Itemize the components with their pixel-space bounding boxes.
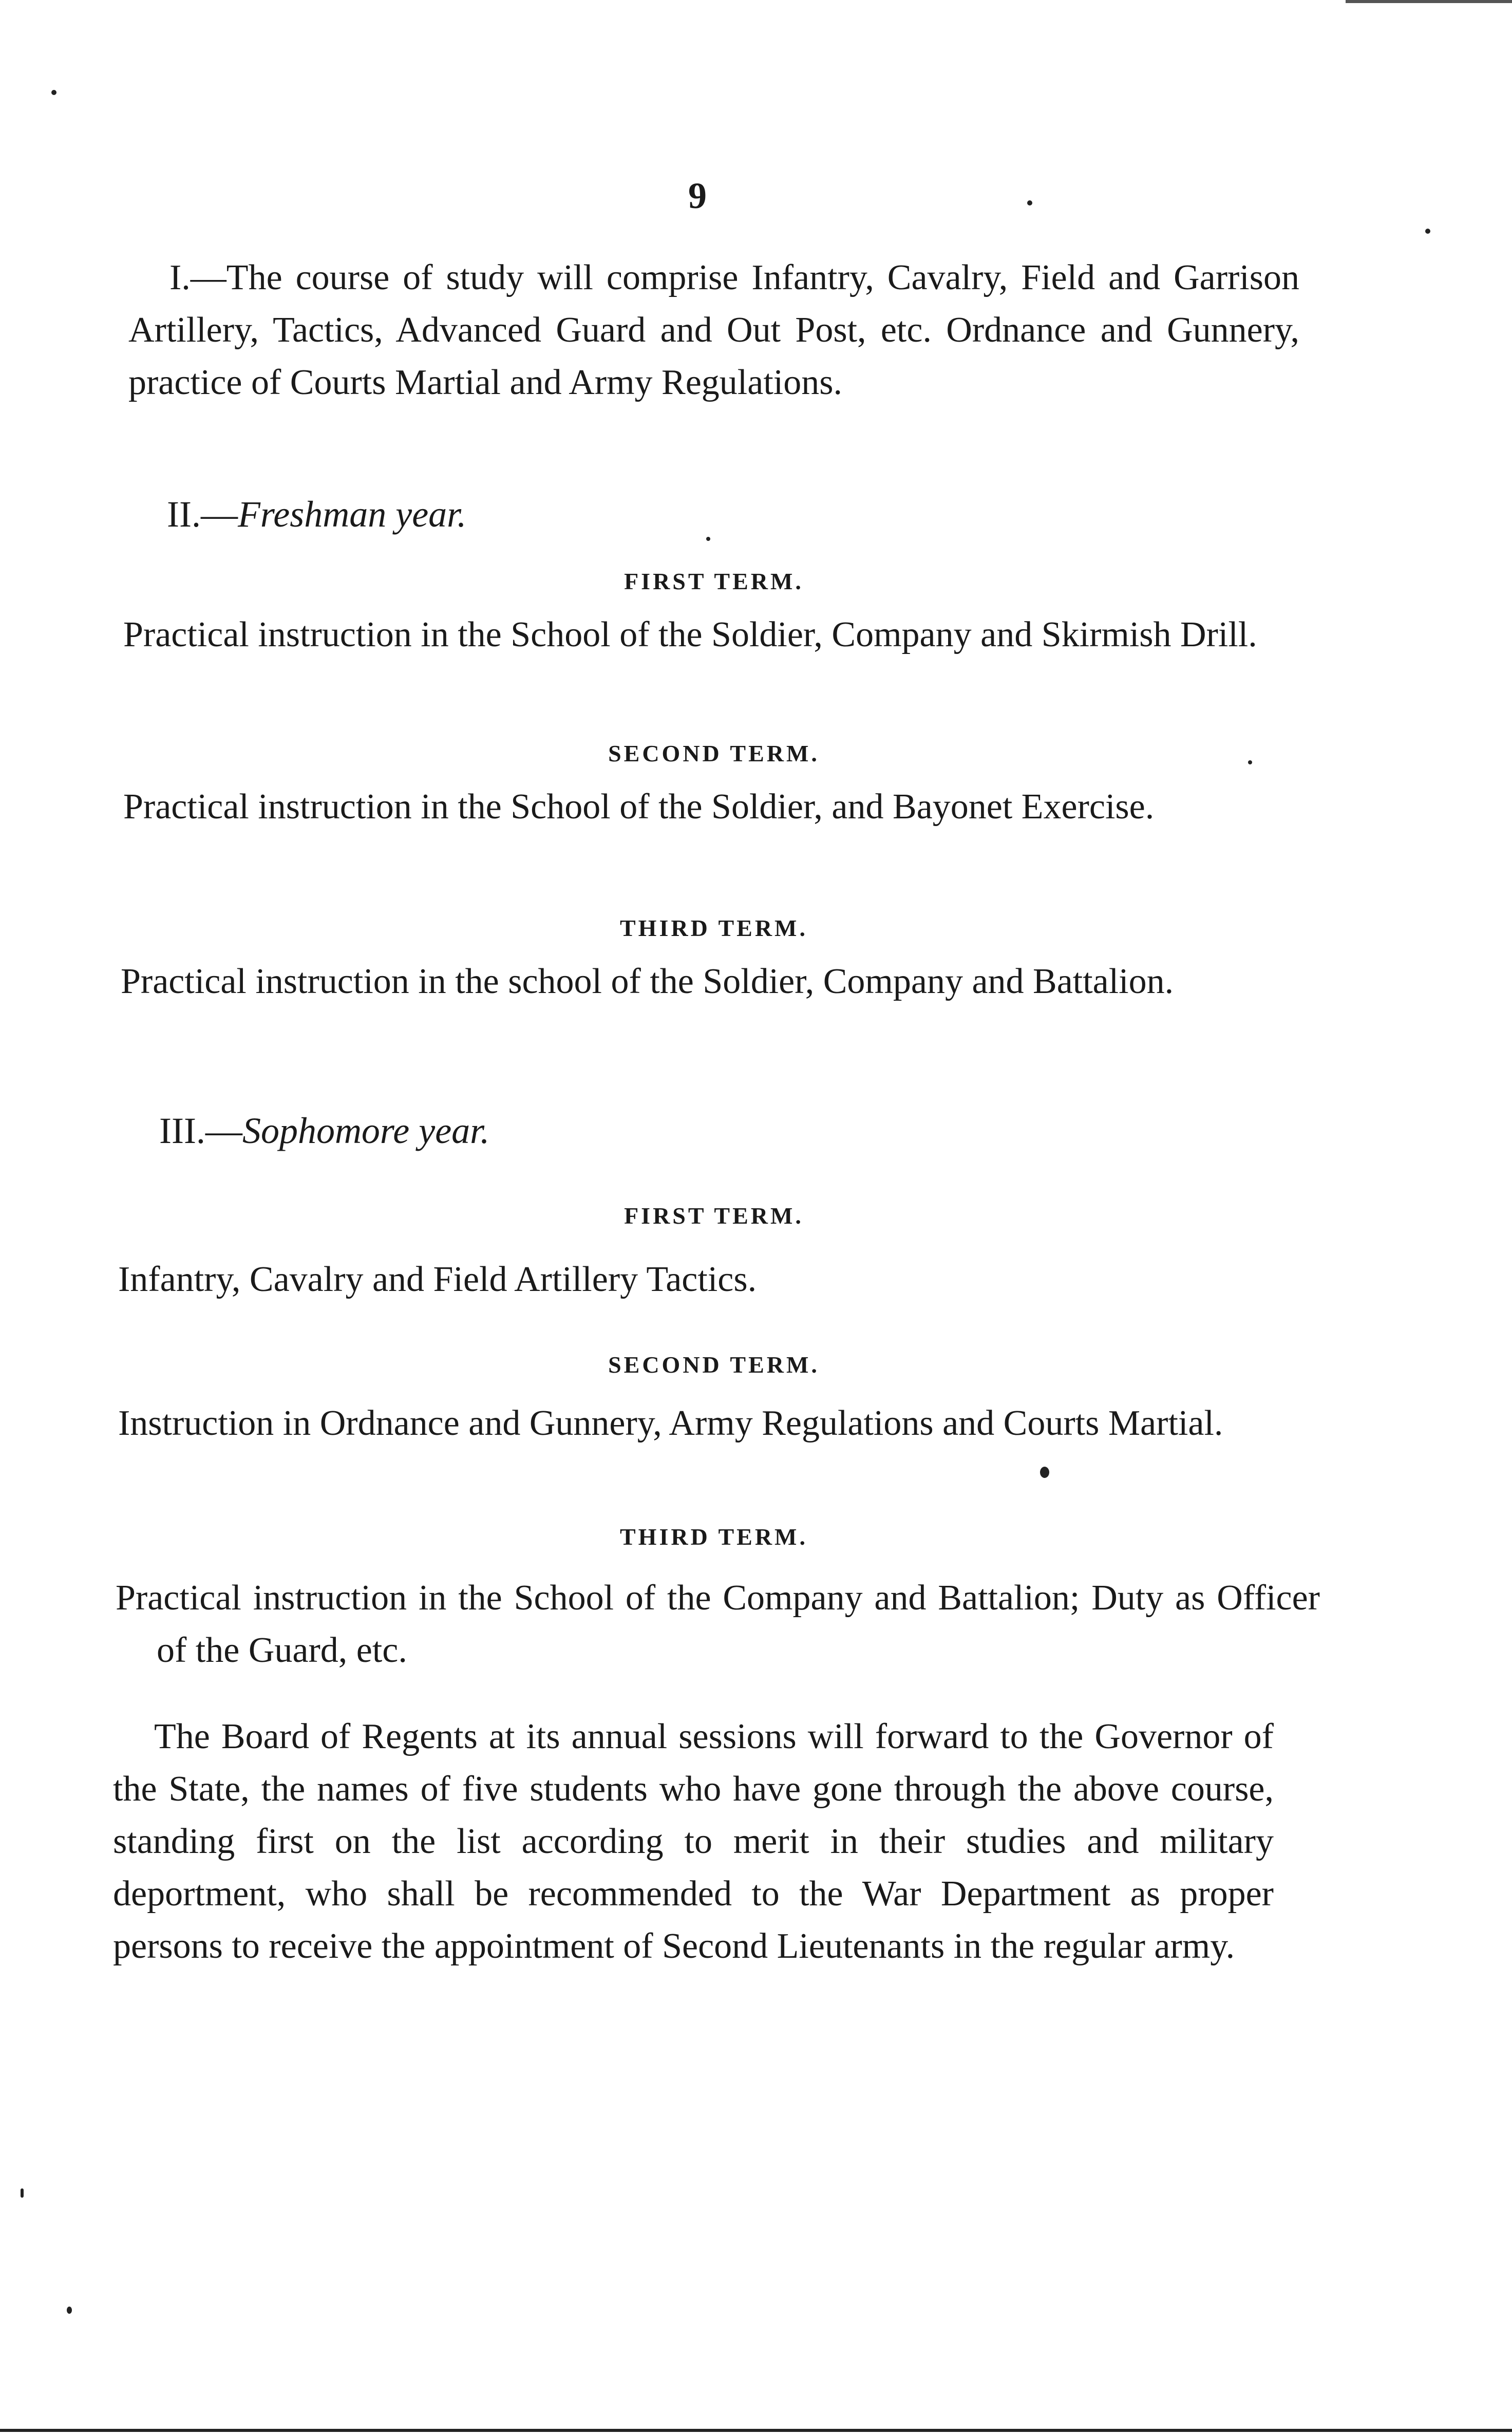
scan-speck bbox=[1027, 200, 1032, 205]
term-label-freshman-second: SECOND TERM. bbox=[608, 740, 820, 766]
section-year: Freshman year. bbox=[237, 494, 467, 535]
section-year: Sophomore year. bbox=[242, 1110, 490, 1151]
term-label-freshman-third: THIRD TERM. bbox=[620, 915, 808, 941]
scan-speck bbox=[706, 537, 710, 541]
section-numeral: II.— bbox=[167, 494, 238, 535]
term-label-sophomore-first: FIRST TERM. bbox=[624, 1203, 804, 1229]
section-numeral: III.— bbox=[159, 1110, 242, 1151]
scan-speck bbox=[21, 2188, 24, 2198]
term-label-sophomore-second: SECOND TERM. bbox=[608, 1352, 820, 1378]
scan-speck bbox=[1040, 1467, 1049, 1478]
page-edge-bottom bbox=[0, 2429, 1512, 2432]
scan-speck bbox=[67, 2307, 72, 2314]
term-label-sophomore-third: THIRD TERM. bbox=[620, 1524, 808, 1550]
page-edge-top bbox=[1346, 0, 1512, 3]
term-text-freshman-second: Practical instruction in the School of the Soldier, and Bayonet Exercise. bbox=[123, 787, 1155, 827]
page-number: 9 bbox=[688, 175, 707, 216]
section-heading-freshman bbox=[167, 493, 466, 536]
scan-speck bbox=[51, 90, 56, 95]
closing-paragraph: The Board of Regents at its annual sessions will forward to the Governor of the State, the names of five students who have gone through the above course, standing first on the list according to merit in their studies and military deportment, who shall be recommended to the War Department as proper persons to receive the appointment of Second Lieutenants in the regular army. bbox=[113, 1717, 1274, 1966]
term-text-sophomore-third: Practical instruction in the School of the Company and Battalion; Duty as Officer of the Guard, etc. bbox=[116, 1578, 1320, 1670]
term-label-freshman-first: FIRST TERM. bbox=[624, 568, 804, 594]
term-text-freshman-first: Practical instruction in the School of the Soldier, Company and Skirmish Drill. bbox=[123, 615, 1257, 654]
term-text-freshman-third: Practical instruction in the school of the Soldier, Company and Battalion. bbox=[121, 962, 1174, 1001]
section-heading-sophomore bbox=[159, 1110, 489, 1152]
term-text-sophomore-first: Infantry, Cavalry and Field Artillery Tactics. bbox=[118, 1260, 757, 1299]
term-text-sophomore-second: Instruction in Ordnance and Gunnery, Army Regulations and Courts Martial. bbox=[118, 1403, 1223, 1443]
scan-speck bbox=[1425, 229, 1430, 234]
intro-paragraph: I.—The course of study will comprise Infantry, Cavalry, Field and Garrison Artillery, Tactics, Advanced Guard and Out Post, etc. Ordnance and Gunnery, practice of Courts Martial and Army Regulations. bbox=[128, 258, 1299, 402]
scan-speck bbox=[1248, 760, 1252, 764]
